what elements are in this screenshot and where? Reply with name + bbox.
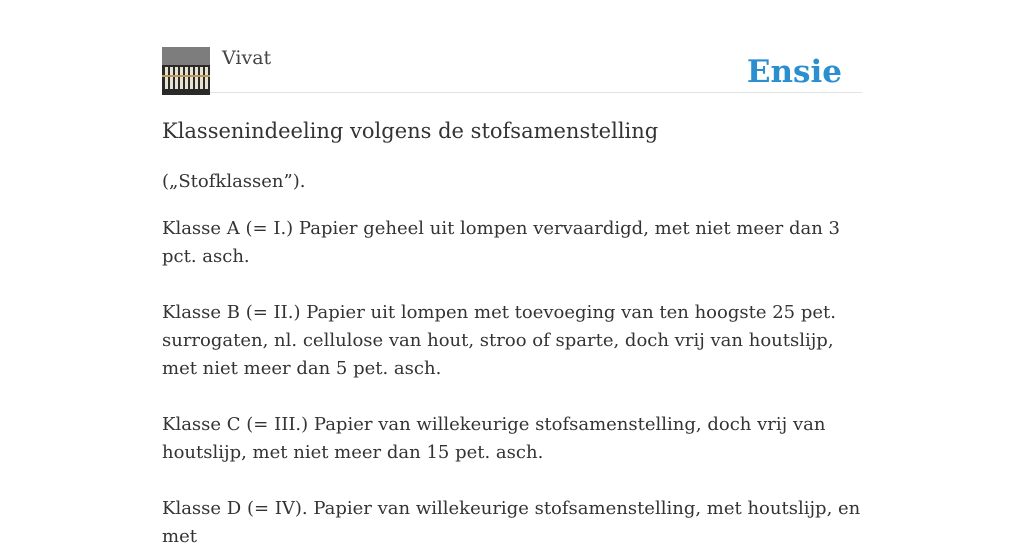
article-paragraph: Klasse B (= II.) Papier uit lompen met toevoeging van ten hoogste 25 pet. surrogaten, nl. cellulose van hout, stroo of sparte, doch vrij van houtslijp, met niet meer dan 5 pet. asch. xyxy=(162,302,836,379)
page-title: Klassenindeeling volgens de stofsamenstelling xyxy=(162,119,659,143)
site-header xyxy=(162,46,862,93)
article xyxy=(162,116,862,551)
article-paragraph: Klasse D (= IV). Papier van willekeurige stofsamenstelling, met houtslijp, en met xyxy=(162,498,861,547)
article-paragraph: Klasse C (= III.) Papier van willekeurige stofsamenstelling, doch vrij van houtslijp, met niet meer dan 15 pet. asch. xyxy=(162,414,826,463)
author-name[interactable]: Vivat xyxy=(222,47,272,69)
article-paragraph: Klasse A (= I.) Papier geheel uit lompen vervaardigd, met niet meer dan 3 pct. asch. xyxy=(162,218,840,267)
book-spines-icon xyxy=(162,47,210,95)
ensie-logo[interactable]: Ensie xyxy=(746,54,842,90)
avatar[interactable] xyxy=(162,47,210,95)
article-subtitle: („Stofklassen”). xyxy=(162,171,306,192)
